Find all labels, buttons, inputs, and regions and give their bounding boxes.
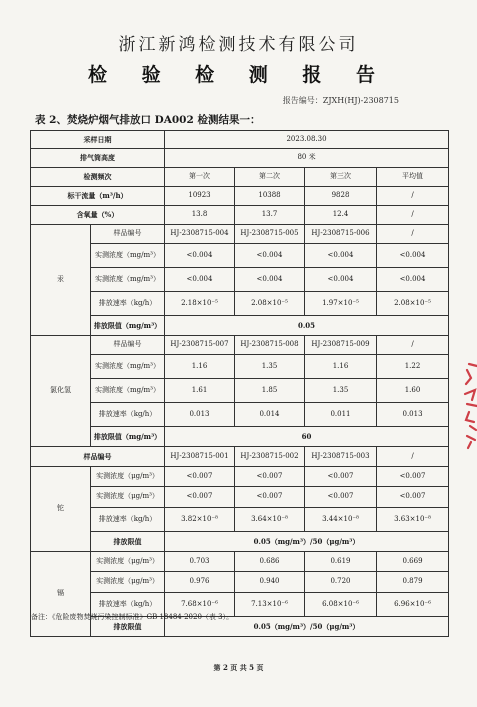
cell: <0.004 xyxy=(305,244,377,268)
flow-label: 标干流量（m³/h） xyxy=(31,187,165,206)
stack-height-value: 80 米 xyxy=(165,149,449,168)
cell: 7.68×10⁻⁶ xyxy=(165,593,235,617)
conc-label: 实测浓度（μg/m³） xyxy=(91,572,165,593)
sampling-date-label: 采样日期 xyxy=(31,131,165,149)
rate-label: 排放速率（kg/h） xyxy=(91,593,165,617)
frequency-label: 检测频次 xyxy=(31,168,165,187)
limit-label: 排放限值 xyxy=(91,617,165,637)
cell: HJ-2308715-009 xyxy=(305,336,377,355)
seal-stamp-graphic xyxy=(457,360,477,450)
cell: 6.08×10⁻⁶ xyxy=(305,593,377,617)
cell: <0.004 xyxy=(165,268,235,292)
table-row xyxy=(31,225,449,244)
cell: <0.004 xyxy=(165,244,235,268)
conc-label: 实测浓度（mg/m³） xyxy=(91,355,165,379)
sample-no-label: 样品编号 xyxy=(31,447,165,467)
table-row xyxy=(31,131,449,149)
thallium-limit: 0.05（mg/m³）/50（μg/m³） xyxy=(165,532,449,552)
cell: 0.879 xyxy=(377,572,449,593)
rate-label: 排放速率（kg/h） xyxy=(91,403,165,427)
conc-label: 实测浓度（μg/m³） xyxy=(91,487,165,508)
cell: 1.60 xyxy=(377,379,449,403)
thallium-name: 铊 xyxy=(31,467,91,552)
freq-1: 第一次 xyxy=(165,168,235,187)
cell: 6.96×10⁻⁶ xyxy=(377,593,449,617)
cell: 0.619 xyxy=(305,552,377,572)
conc-label: 实测浓度（mg/m³） xyxy=(91,379,165,403)
mercury-name: 汞 xyxy=(31,225,91,336)
cell: 0.686 xyxy=(235,552,305,572)
table-row xyxy=(31,403,449,427)
table-row xyxy=(31,244,449,268)
oxygen-label: 含氧量（%） xyxy=(31,206,165,225)
conc-label: 实测浓度（mg/m³） xyxy=(91,268,165,292)
freq-avg: 平均值 xyxy=(377,168,449,187)
table-row xyxy=(31,427,449,447)
table-row xyxy=(31,149,449,168)
cell: <0.007 xyxy=(235,487,305,508)
cell: HJ-2308715-002 xyxy=(235,447,305,467)
table-row xyxy=(31,447,449,467)
cell: 0.703 xyxy=(165,552,235,572)
cell: <0.004 xyxy=(377,268,449,292)
stack-height-label: 排气筒高度 xyxy=(31,149,165,168)
cell: <0.007 xyxy=(165,467,235,487)
cell: <0.007 xyxy=(377,487,449,508)
conc-label: 实测浓度（mg/m³） xyxy=(91,244,165,268)
table-row xyxy=(31,572,449,593)
cell: 2.08×10⁻⁵ xyxy=(377,292,449,316)
cell: HJ-2308715-008 xyxy=(235,336,305,355)
table-row xyxy=(31,292,449,316)
table-row xyxy=(31,268,449,292)
cell: <0.007 xyxy=(377,467,449,487)
table-row xyxy=(31,206,449,225)
cadmium-limit: 0.05（mg/m³）/50（μg/m³） xyxy=(165,617,449,637)
cell: 3.82×10⁻⁸ xyxy=(165,508,235,532)
cell: 0.669 xyxy=(377,552,449,572)
table-row xyxy=(31,316,449,336)
table-row xyxy=(31,187,449,206)
table-note: 备注：《危险废物焚烧污染控制标准》GB 18484-2020（表 3）。 xyxy=(31,613,234,621)
table-title: 表 2、焚烧炉烟气排放口 DA002 检测结果一： xyxy=(35,114,261,126)
cell: 0.940 xyxy=(235,572,305,593)
conc-label: 实测浓度（μg/m³） xyxy=(91,552,165,572)
limit-label: 排放限值 xyxy=(91,532,165,552)
cell: 1.35 xyxy=(235,355,305,379)
mercury-limit: 0.05 xyxy=(165,316,449,336)
freq-2: 第二次 xyxy=(235,168,305,187)
oxygen-1: 13.8 xyxy=(165,206,235,225)
cell: 3.44×10⁻⁸ xyxy=(305,508,377,532)
limit-label: 排放限值（mg/m³） xyxy=(91,427,165,447)
hcl-limit: 60 xyxy=(165,427,449,447)
cell: 1.85 xyxy=(235,379,305,403)
hcl-name: 氯化氢 xyxy=(31,336,91,447)
table-row xyxy=(31,168,449,187)
cell: <0.004 xyxy=(377,244,449,268)
company-name: 浙江新鸿检测技术有限公司 xyxy=(118,35,359,55)
cell: 0.976 xyxy=(165,572,235,593)
flow-2: 10388 xyxy=(235,187,305,206)
table-row xyxy=(31,487,449,508)
table-row xyxy=(31,552,449,572)
oxygen-3: 12.4 xyxy=(305,206,377,225)
seal-stamp xyxy=(457,360,477,450)
cell: 0.013 xyxy=(165,403,235,427)
oxygen-2: 13.7 xyxy=(235,206,305,225)
report-number: 报告编号：ZJXH(HJ)-2308715 xyxy=(282,96,399,105)
cell: 0.720 xyxy=(305,572,377,593)
cell: 1.22 xyxy=(377,355,449,379)
table-row xyxy=(31,379,449,403)
flow-avg: / xyxy=(377,187,449,206)
cell: HJ-2308715-007 xyxy=(165,336,235,355)
sample-no-label: 样品编号 xyxy=(91,336,165,355)
cell: / xyxy=(377,447,449,467)
rate-label: 排放速率（kg/h） xyxy=(91,508,165,532)
cell: 0.014 xyxy=(235,403,305,427)
cell: <0.007 xyxy=(305,467,377,487)
table-row xyxy=(31,467,449,487)
table-row xyxy=(31,508,449,532)
report-title: 检 验 检 测 报 告 xyxy=(87,64,390,86)
cell: HJ-2308715-003 xyxy=(305,447,377,467)
cell: / xyxy=(377,336,449,355)
cell: 3.63×10⁻⁸ xyxy=(377,508,449,532)
cadmium-name: 镉 xyxy=(31,552,91,637)
cell: <0.004 xyxy=(235,268,305,292)
oxygen-avg: / xyxy=(377,206,449,225)
results-table xyxy=(30,130,449,637)
cell: HJ-2308715-006 xyxy=(305,225,377,244)
sample-no-label: 样品编号 xyxy=(91,225,165,244)
limit-label: 排放限值（mg/m³） xyxy=(91,316,165,336)
cell: 0.013 xyxy=(377,403,449,427)
cell: 1.61 xyxy=(165,379,235,403)
cell: 1.35 xyxy=(305,379,377,403)
cell: 1.97×10⁻⁵ xyxy=(305,292,377,316)
cell: 1.16 xyxy=(305,355,377,379)
flow-1: 10923 xyxy=(165,187,235,206)
cell: HJ-2308715-005 xyxy=(235,225,305,244)
cell: <0.004 xyxy=(305,268,377,292)
cell: <0.004 xyxy=(235,244,305,268)
conc-label: 实测浓度（μg/m³） xyxy=(91,467,165,487)
cell: 3.64×10⁻⁸ xyxy=(235,508,305,532)
table-row xyxy=(31,336,449,355)
cell: 2.08×10⁻⁵ xyxy=(235,292,305,316)
cell: <0.007 xyxy=(305,487,377,508)
cell: 7.13×10⁻⁶ xyxy=(235,593,305,617)
table-row xyxy=(31,355,449,379)
cell: 1.16 xyxy=(165,355,235,379)
cell: <0.007 xyxy=(165,487,235,508)
flow-3: 9828 xyxy=(305,187,377,206)
cell: HJ-2308715-004 xyxy=(165,225,235,244)
sampling-date-value: 2023.08.30 xyxy=(165,131,449,149)
table-row xyxy=(31,532,449,552)
cell: HJ-2308715-001 xyxy=(165,447,235,467)
page-footer: 第 2 页 共 5 页 xyxy=(213,663,264,672)
rate-label: 排放速率（kg/h） xyxy=(91,292,165,316)
cell: <0.007 xyxy=(235,467,305,487)
cell: 2.18×10⁻⁵ xyxy=(165,292,235,316)
freq-3: 第三次 xyxy=(305,168,377,187)
cell: / xyxy=(377,225,449,244)
cell: 0.011 xyxy=(305,403,377,427)
